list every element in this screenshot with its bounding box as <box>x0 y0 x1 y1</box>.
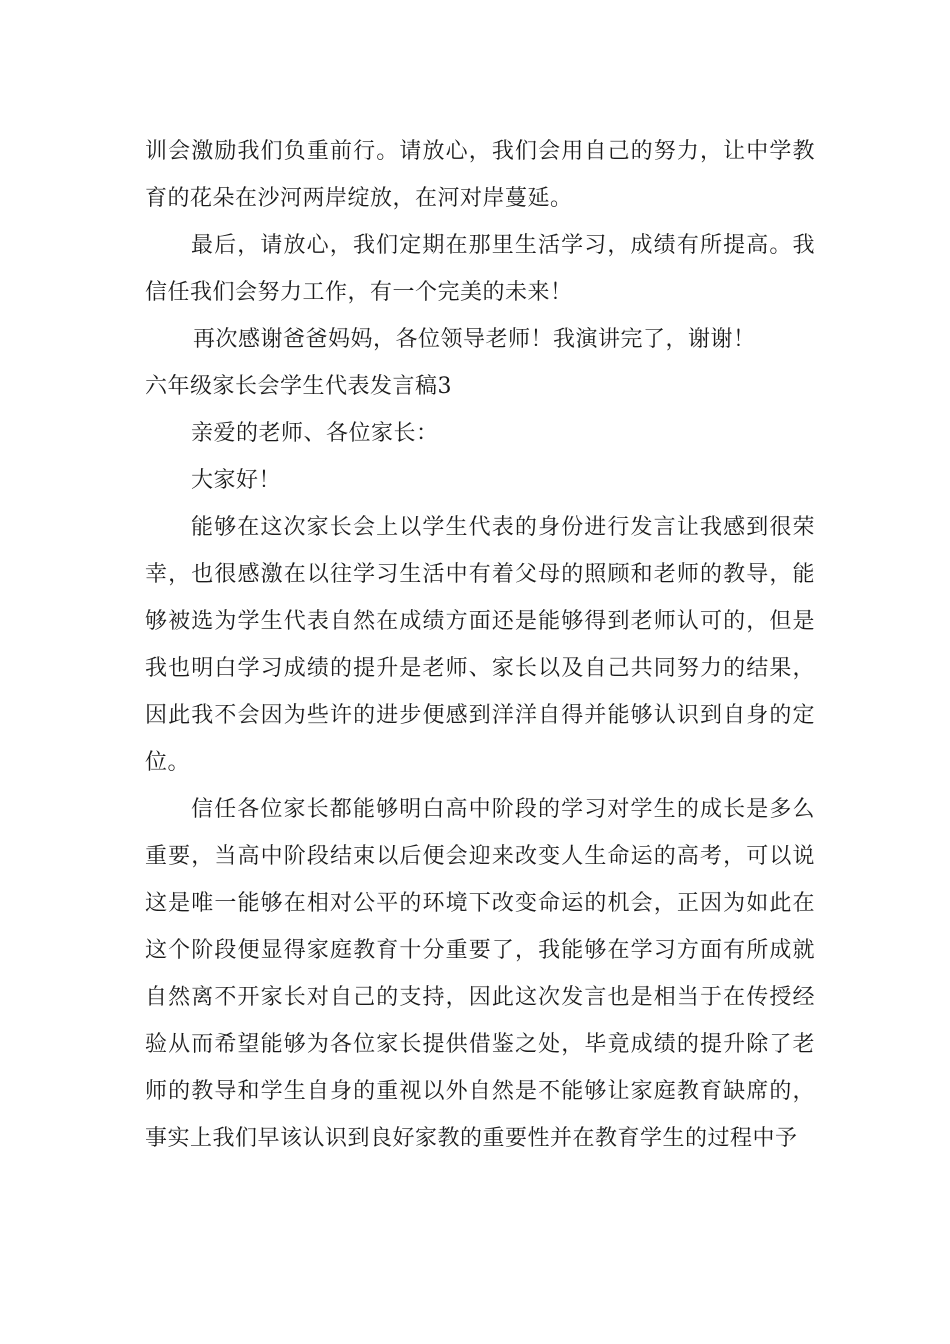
greeting: 大家好！ <box>191 468 282 493</box>
salutation: 亲爱的老师、各位家长： <box>191 421 439 446</box>
section-heading: 六年级家长会学生代表发言稿3 <box>145 374 452 399</box>
paragraph-thanks: 再次感谢爸爸妈妈，各位领导老师！我演讲完了，谢谢！ <box>193 327 756 352</box>
paragraph-continuation: 训会激励我们负重前行。请放心，我们会用自己的努力，让中学教育的花朵在沙河两岸绽放，在河对岸蔓延。 <box>145 139 815 211</box>
paragraph-family-education: 信任各位家长都能够明白高中阶段的学习对学生的成长是多么重要，当高中阶段结束以后便会迎来改变人生命运的高考，可以说这是唯一能够在相对公平的环境下改变命运的机会，正因为如此在这个阶段便显得家庭教育十分重要了，我能够在学习方面有所成就自然离不开家长对自己的支持，因此这次发言也是相当于在传授经验从而希望能够为各位家长提供借鉴之处，毕竟成绩的提升除了老师的教导和学生自身的重视以外自然是不能够让家庭教育缺席的，事实上我们早该认识到良好家教的重要性并在教育学生的过程中予 <box>145 797 815 1151</box>
paragraph-closing: 最后，请放心，我们定期在那里生活学习，成绩有所提高。我信任我们会努力工作，有一个完美的未来！ <box>145 233 815 305</box>
paragraph-intro: 能够在这次家长会上以学生代表的身份进行发言让我感到很荣幸，也很感激在以往学习生活中有着父母的照顾和老师的教导，能够被选为学生代表自然在成绩方面还是能够得到老师认可的，但是我也明白学习成绩的提升是老师、家长以及自己共同努力的结果，因此我不会因为些许的进步便感到洋洋自得并能够认识到自身的定位。 <box>145 515 815 775</box>
document-body <box>145 128 815 1162</box>
